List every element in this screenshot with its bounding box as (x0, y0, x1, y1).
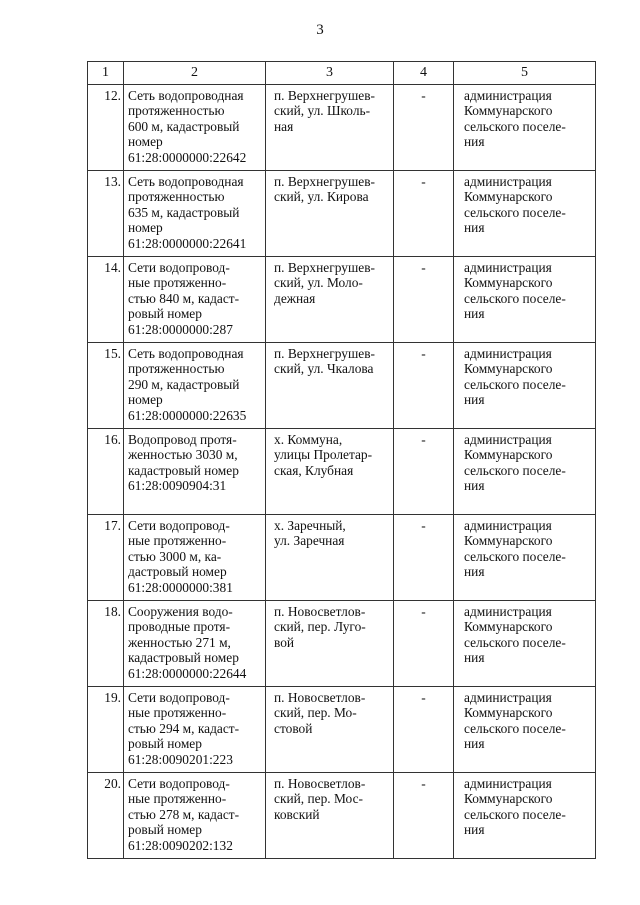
object-name-line: 61:28:0000000:22644 (128, 665, 247, 681)
object-name-cell (124, 515, 266, 601)
table-row (88, 687, 596, 773)
object-name-line: номер (128, 134, 163, 150)
object-name-line: ровый номер (128, 306, 202, 322)
organization-line: сельского поселе- (464, 118, 566, 134)
header-cell: 4 (394, 62, 454, 85)
object-name-cell (124, 429, 266, 515)
organization-line: ния (464, 478, 485, 494)
table-header-row (88, 62, 596, 85)
column4-cell: - (394, 257, 454, 343)
organization-line: сельского поселе- (464, 548, 566, 564)
object-name-line: номер (128, 220, 163, 236)
object-name-line: 635 м, кадастровый (128, 204, 240, 220)
object-name-line: кадастровый номер (128, 650, 239, 666)
organization-line: администрация (464, 88, 552, 103)
row-number-cell: 18. (88, 601, 124, 687)
row-number-cell: 19. (88, 687, 124, 773)
object-name-line: 61:28:0090202:132 (128, 837, 233, 853)
header-cell: 3 (266, 62, 394, 85)
object-name-line: Сооружения водо- (128, 604, 233, 619)
object-name-line: номер (128, 392, 163, 408)
table-row (88, 601, 596, 687)
table-row (88, 515, 596, 601)
object-name-line: проводные протя- (128, 619, 231, 635)
object-name-line: Сеть водопроводная (128, 346, 244, 361)
organization-line: администрация (464, 518, 552, 533)
organization-line: сельского поселе- (464, 634, 566, 650)
object-name-line: 61:28:0000000:287 (128, 321, 233, 337)
organization-line: администрация (464, 260, 552, 275)
address-line: ский, пер. Мо- (274, 705, 357, 721)
object-name-line: стью 840 м, кадаст- (128, 290, 240, 306)
address-line: п. Новосветлов- (274, 604, 366, 619)
object-name-cell (124, 687, 266, 773)
object-name-line: ровый номер (128, 736, 202, 752)
address-line: ул. Заречная (274, 533, 345, 549)
column4-cell: - (394, 601, 454, 687)
address-cell (266, 85, 394, 171)
object-name-line: 600 м, кадастровый (128, 118, 240, 134)
address-line: дежная (274, 290, 316, 306)
object-name-line: стью 278 м, кадаст- (128, 806, 240, 822)
organization-line: сельского поселе- (464, 376, 566, 392)
object-name-line: 61:28:0090904:31 (128, 478, 227, 494)
organization-cell (454, 85, 596, 171)
table-row (88, 257, 596, 343)
organization-line: ния (464, 306, 485, 322)
table-row (88, 171, 596, 257)
table-row (88, 429, 596, 515)
address-line: стовой (274, 720, 313, 736)
organization-line: администрация (464, 346, 552, 361)
address-line: п. Верхнегрушев- (274, 346, 375, 361)
organization-cell (454, 515, 596, 601)
row-number-cell: 13. (88, 171, 124, 257)
column4-cell: - (394, 343, 454, 429)
header-cell: 2 (124, 62, 266, 85)
organization-line: сельского поселе- (464, 462, 566, 478)
organization-line: Коммунарского (464, 447, 553, 463)
object-name-line: протяженностью (128, 361, 225, 377)
organization-line: ния (464, 650, 485, 666)
object-name-line: 61:28:0000000:381 (128, 579, 233, 595)
object-name-cell (124, 85, 266, 171)
object-name-line: дастровый номер (128, 564, 227, 580)
column4-cell: - (394, 85, 454, 171)
organization-line: Коммунарского (464, 361, 553, 377)
object-name-line: Сеть водопроводная (128, 88, 244, 103)
object-name-cell (124, 773, 266, 859)
object-name-line: Сети водопровод- (128, 518, 230, 533)
organization-cell (454, 257, 596, 343)
object-name-line: женностью 271 м, (128, 634, 231, 650)
object-name-line: 61:28:0000000:22641 (128, 235, 247, 251)
organization-line: Коммунарского (464, 103, 553, 119)
address-line: ский, ул. Чкалова (274, 361, 374, 377)
object-name-cell (124, 257, 266, 343)
organization-line: администрация (464, 604, 552, 619)
organization-line: администрация (464, 174, 552, 189)
column4-cell: - (394, 171, 454, 257)
address-line: п. Новосветлов- (274, 776, 366, 791)
header-cell: 1 (88, 62, 124, 85)
organization-line: ния (464, 220, 485, 236)
address-line: п. Новосветлов- (274, 690, 366, 705)
address-line: п. Верхнегрушев- (274, 260, 375, 275)
page-number: 3 (316, 22, 324, 38)
address-cell (266, 773, 394, 859)
object-name-line: 290 м, кадастровый (128, 376, 240, 392)
object-name-line: стью 3000 м, ка- (128, 548, 222, 564)
address-line: ский, ул. Моло- (274, 275, 363, 291)
object-name-line: ные протяженно- (128, 791, 227, 807)
object-name-cell (124, 343, 266, 429)
object-name-line: протяженностью (128, 103, 225, 119)
table-row (88, 85, 596, 171)
object-name-line: 61:28:0000000:22635 (128, 407, 247, 423)
address-line: п. Верхнегрушев- (274, 174, 375, 189)
organization-line: сельского поселе- (464, 290, 566, 306)
object-name-line: Водопровод протя- (128, 432, 237, 447)
object-name-line: ровый номер (128, 822, 202, 838)
organization-cell (454, 601, 596, 687)
organization-cell (454, 773, 596, 859)
organization-line: администрация (464, 432, 552, 447)
organization-cell (454, 343, 596, 429)
address-line: вой (274, 634, 295, 650)
object-name-line: протяженностью (128, 189, 225, 205)
column4-cell: - (394, 429, 454, 515)
object-name-line: Сеть водопроводная (128, 174, 244, 189)
organization-line: Коммунарского (464, 791, 553, 807)
address-cell (266, 257, 394, 343)
object-name-cell (124, 601, 266, 687)
object-name-line: кадастровый номер (128, 462, 239, 478)
organization-line: сельского поселе- (464, 720, 566, 736)
column4-cell: - (394, 773, 454, 859)
row-number-cell: 12. (88, 85, 124, 171)
table-row (88, 773, 596, 859)
address-cell (266, 343, 394, 429)
organization-line: сельского поселе- (464, 806, 566, 822)
address-line: х. Заречный, (274, 518, 346, 533)
header-cell: 5 (454, 62, 596, 85)
organization-line: ния (464, 134, 485, 150)
object-name-line: 61:28:0000000:22642 (128, 149, 247, 165)
organization-line: администрация (464, 690, 552, 705)
organization-line: Коммунарского (464, 705, 553, 721)
organization-line: ния (464, 564, 485, 580)
object-name-line: ные протяженно- (128, 533, 227, 549)
object-name-line: Сети водопровод- (128, 776, 230, 791)
address-line: ский, пер. Луго- (274, 619, 366, 635)
organization-line: сельского поселе- (464, 204, 566, 220)
address-cell (266, 429, 394, 515)
object-name-line: ные протяженно- (128, 705, 227, 721)
object-name-line: ные протяженно- (128, 275, 227, 291)
row-number-cell: 16. (88, 429, 124, 515)
address-line: ский, ул. Школь- (274, 103, 371, 119)
row-number-cell: 14. (88, 257, 124, 343)
organization-line: ния (464, 736, 485, 752)
object-name-line: женностью 3030 м, (128, 447, 238, 463)
organization-line: Коммунарского (464, 533, 553, 549)
object-name-line: 61:28:0090201:223 (128, 751, 233, 767)
address-line: ский, ул. Кирова (274, 189, 369, 205)
organization-cell (454, 429, 596, 515)
address-line: улицы Пролетар- (274, 447, 373, 463)
organization-line: ния (464, 822, 485, 838)
address-line: ная (274, 118, 294, 134)
organization-cell (454, 171, 596, 257)
organization-line: Коммунарского (464, 619, 553, 635)
row-number-cell: 15. (88, 343, 124, 429)
address-cell (266, 515, 394, 601)
organization-line: Коммунарского (464, 275, 553, 291)
row-number-cell: 17. (88, 515, 124, 601)
object-name-line: стью 294 м, кадаст- (128, 720, 240, 736)
row-number-cell: 20. (88, 773, 124, 859)
organization-line: Коммунарского (464, 189, 553, 205)
column4-cell: - (394, 515, 454, 601)
address-line: ская, Клубная (274, 462, 354, 478)
organization-cell (454, 687, 596, 773)
address-line: х. Коммуна, (274, 432, 343, 447)
object-name-line: Сети водопровод- (128, 260, 230, 275)
organization-line: администрация (464, 776, 552, 791)
object-name-cell (124, 171, 266, 257)
address-line: ский, пер. Мос- (274, 791, 363, 807)
address-cell (266, 687, 394, 773)
address-cell (266, 171, 394, 257)
column4-cell: - (394, 687, 454, 773)
property-table (87, 61, 596, 859)
address-cell (266, 601, 394, 687)
address-line: ковский (274, 806, 320, 822)
organization-line: ния (464, 392, 485, 408)
address-line: п. Верхнегрушев- (274, 88, 375, 103)
object-name-line: Сети водопровод- (128, 690, 230, 705)
table-row (88, 343, 596, 429)
